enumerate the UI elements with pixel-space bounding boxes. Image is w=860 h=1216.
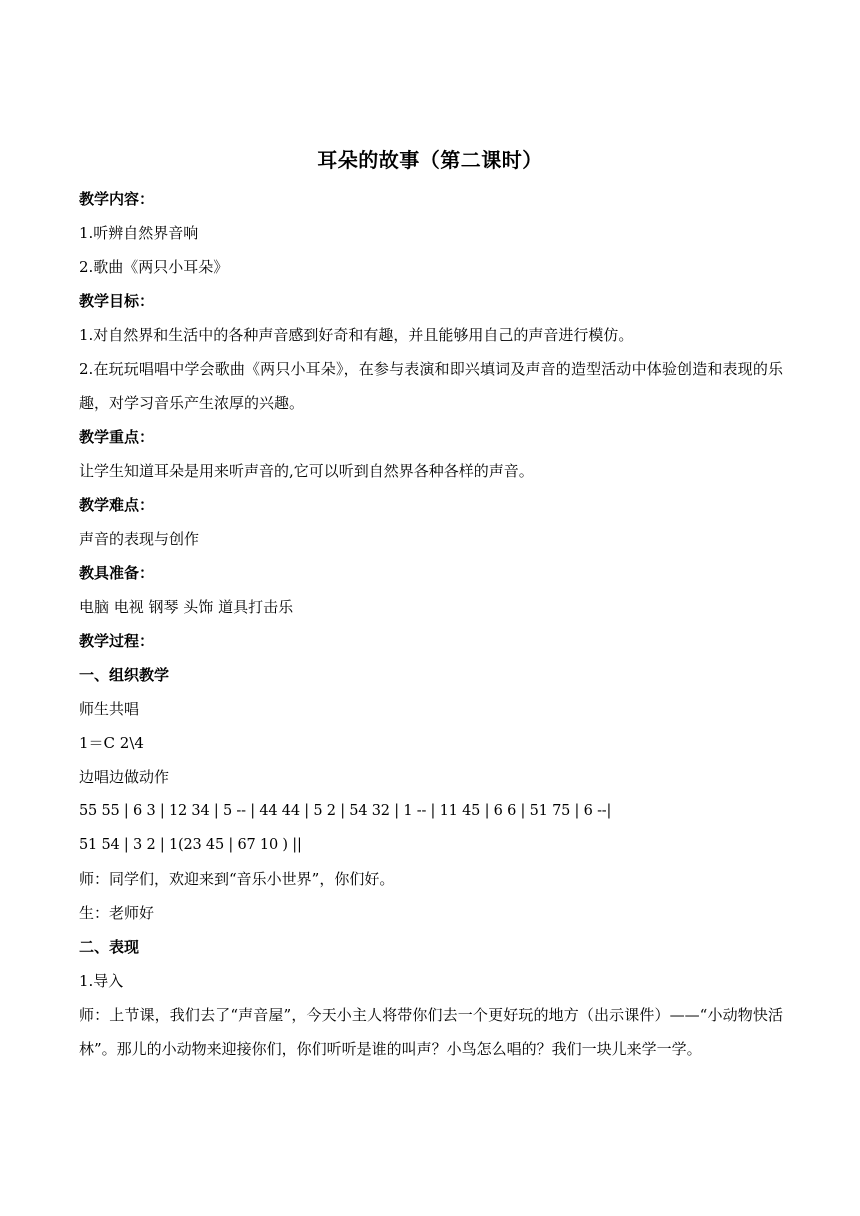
document-title: 耳朵的故事（第二课时）	[317, 148, 543, 172]
key-signature: 1＝C 2\4	[79, 734, 144, 752]
content-item-1: 1.听辨自然界音响	[79, 224, 199, 242]
heading-teaching-goals: 教学目标：	[79, 292, 155, 310]
heading-key-points: 教学重点：	[79, 428, 155, 446]
difficulties-text: 声音的表现与创作	[79, 530, 200, 548]
heading-difficulties: 教学难点：	[79, 496, 155, 514]
goal-item-2: 2.在玩玩唱唱中学会歌曲《两只小耳朵》，在参与表演和即兴填词及声音的造型活动中体验创造和表现的乐趣，对学习音乐产生浓厚的兴趣。	[79, 360, 783, 412]
music-notation-line-2: 51 54 | 3 2 | 1(23 45 | 67 10 ) ||	[79, 837, 302, 853]
heading-materials: 教具准备：	[79, 564, 155, 582]
dialogue-teacher-welcome: 师：同学们，欢迎来到“音乐小世界”，你们好。	[79, 870, 395, 888]
dialogue-teacher-introduction: 师：上节课，我们去了“声音屋”，今天小主人将带你们去一个更好玩的地方（出示课件）——“小动物快活林”。那儿的小动物来迎接你们，你们听听是谁的叫声？小鸟怎么唱的？我们一块儿来学一学。	[79, 1006, 783, 1058]
process-text-sing-together: 师生共唱	[79, 700, 140, 718]
music-notation-line-1: 55 55 | 6 3 | 12 34 | 5 -- | 44 44 | 5 2 | 54 32 | 1 -- | 11 45 | 6 6 | 51 75 | 6 --|	[79, 803, 612, 819]
dialogue-student-reply: 生：老师好	[79, 904, 155, 922]
section-heading-organize: 一、组织教学	[79, 666, 170, 684]
key-points-text: 让学生知道耳朵是用来听声音的,它可以听到自然界各种各样的声音。	[79, 462, 534, 480]
goal-item-1: 1.对自然界和生活中的各种声音感到好奇和有趣，并且能够用自己的声音进行模仿。	[79, 326, 634, 344]
materials-text: 电脑 电视 钢琴 头饰 道具打击乐	[79, 598, 294, 616]
heading-teaching-content: 教学内容：	[79, 190, 155, 208]
heading-teaching-process: 教学过程：	[79, 632, 155, 650]
subsection-introduction: 1.导入	[79, 972, 124, 990]
document-body	[79, 182, 783, 1066]
content-item-2: 2.歌曲《两只小耳朵》	[79, 258, 229, 276]
section-heading-performance: 二、表现	[79, 938, 140, 956]
process-text-sing-and-act: 边唱边做动作	[79, 768, 170, 786]
